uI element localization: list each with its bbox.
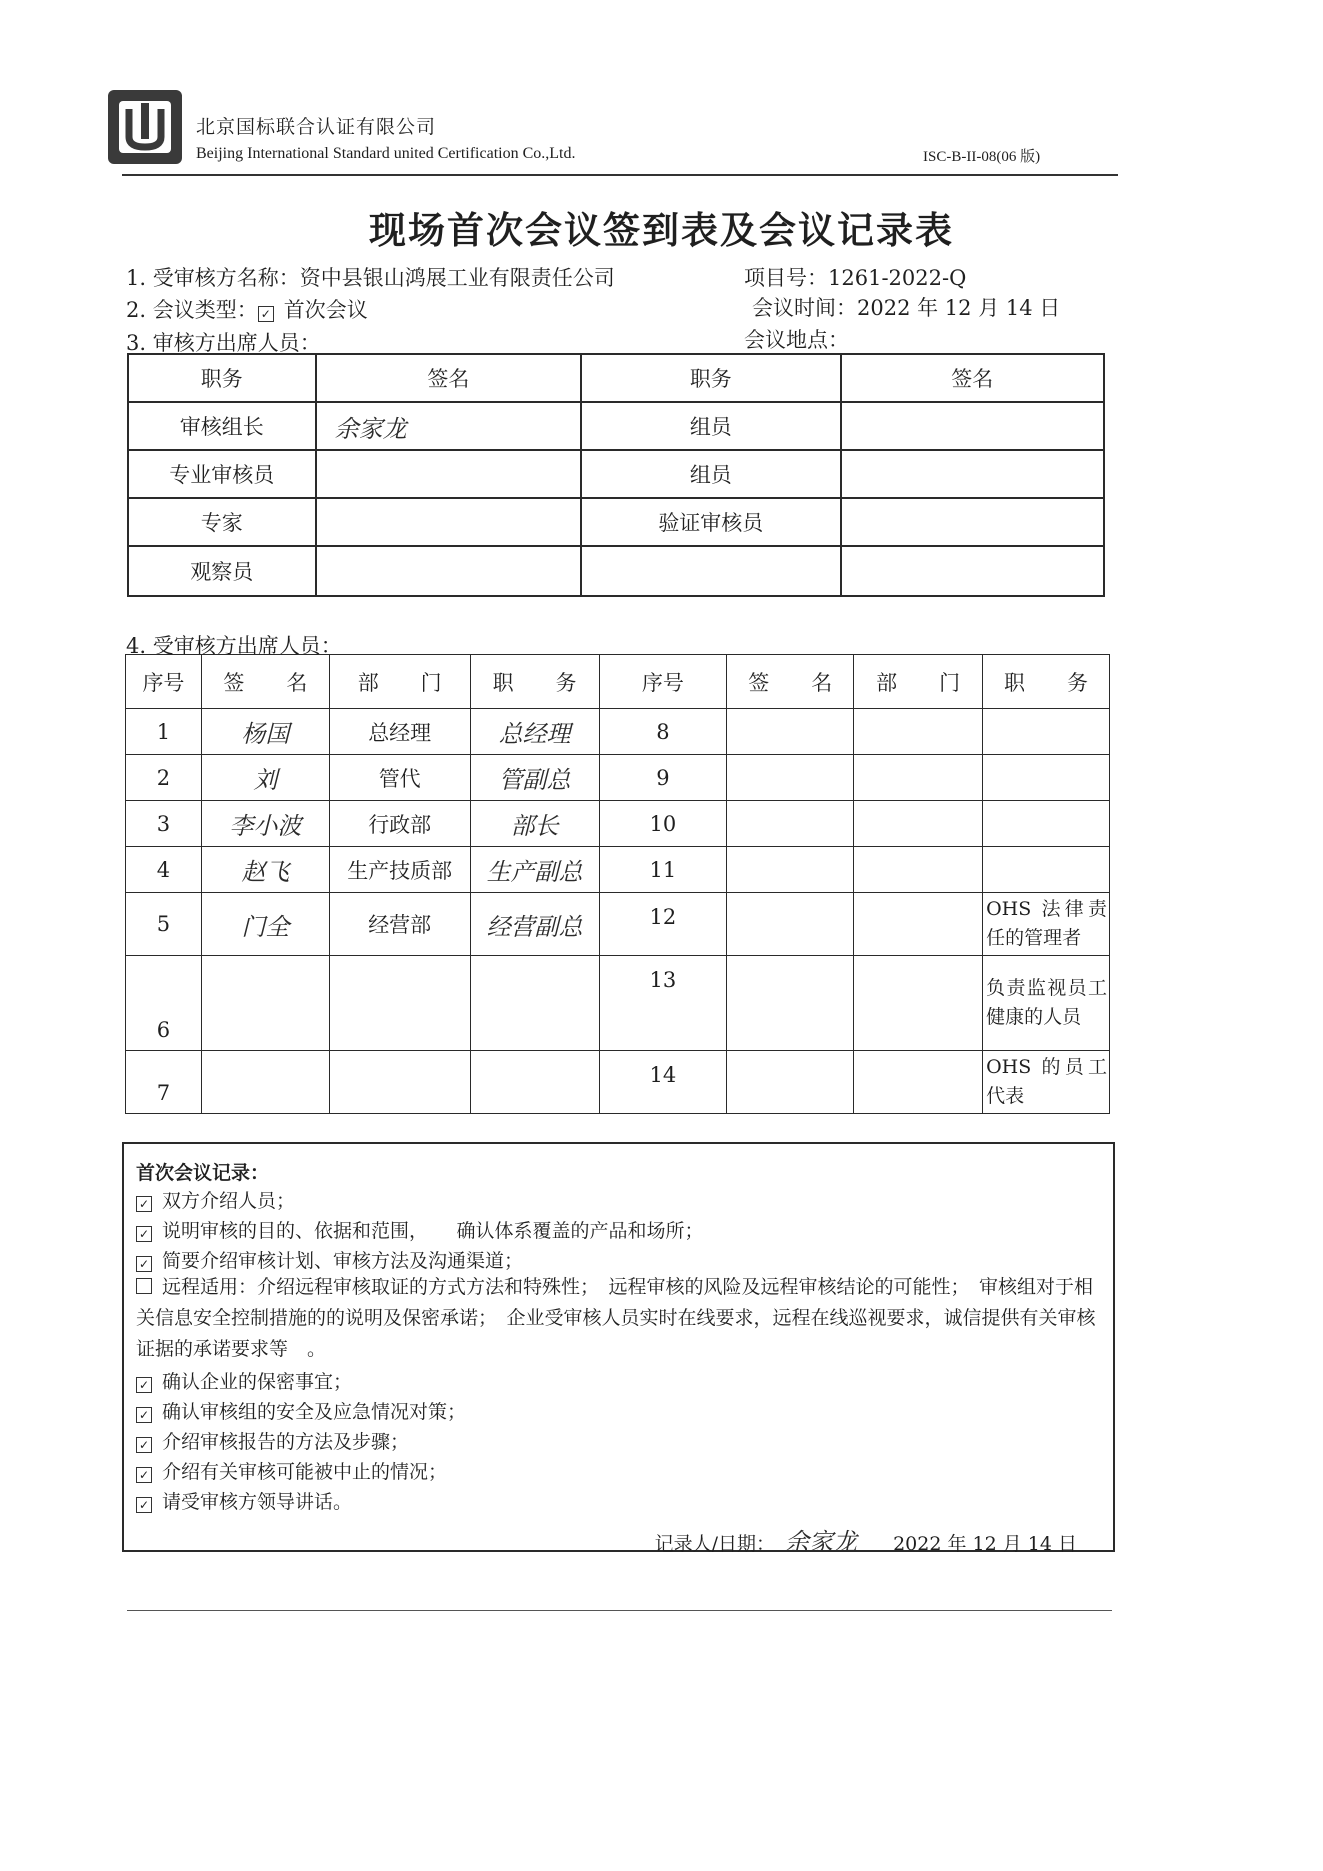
signature-cell: 余家龙 (316, 402, 581, 450)
department-cell: 管代 (329, 755, 470, 801)
record-item-text: 确认企业的保密事宜； (162, 1371, 353, 1393)
header-cell: 序号 (126, 655, 202, 709)
signature-cell (841, 450, 1104, 498)
header-cell: 签名 (316, 354, 581, 402)
checkbox-checked-icon: ✓ (258, 306, 274, 322)
seq-cell: 14 (599, 1051, 727, 1114)
checkbox-checked-icon: ✓ (136, 1196, 152, 1212)
signature-cell (727, 1051, 854, 1114)
seq-cell: 8 (599, 709, 727, 755)
record-item (136, 1186, 295, 1216)
auditor-attendance-table (127, 353, 1105, 597)
checkbox-checked-icon: ✓ (136, 1377, 152, 1393)
position-cell (983, 755, 1110, 801)
company-name-en: Beijing International Standard united Certification Co.,Ltd. (196, 145, 576, 162)
table-row (128, 546, 1104, 596)
seq-cell: 3 (126, 801, 202, 847)
record-item (136, 1457, 447, 1487)
department-cell (854, 755, 983, 801)
role-cell: 专业审核员 (128, 450, 316, 498)
department-cell (854, 1051, 983, 1114)
position-cell: OHS 法律责任的管理者 (983, 893, 1110, 956)
meeting-type-line (126, 294, 368, 324)
record-item (136, 1427, 409, 1457)
signature-cell: 李小波 (201, 801, 329, 847)
table-row (128, 402, 1104, 450)
role-cell: 组员 (581, 450, 840, 498)
record-date: 2022 年 12 月 14 日 (893, 1533, 1077, 1555)
role-cell: 组员 (581, 402, 840, 450)
table-row (128, 498, 1104, 546)
position-cell: 总经理 (470, 709, 599, 755)
table-row (126, 847, 1110, 893)
page-title: 现场首次会议签到表及会议记录表 (369, 208, 954, 252)
position-cell: 负责监视员工健康的人员 (983, 956, 1110, 1051)
seq-cell: 10 (599, 801, 727, 847)
record-item (136, 1487, 352, 1517)
remote-paragraph-text: 远程适用：介绍远程审核取证的方式方法和特殊性； 远程审核的风险及远程审核结论的可能性； 审核组对于相关信息安全控制措施的的说明及保密承诺； 企业受审核人员实时在线要求，远程在线巡视要求，诚信提供有关审核证据的承诺要求等 。 (136, 1276, 1096, 1360)
position-cell: 生产副总 (470, 847, 599, 893)
record-item-text: 说明审核的目的、依据和范围， 确认体系覆盖的产品和场所； (162, 1220, 704, 1242)
header-rule (122, 174, 1118, 176)
signature-cell (841, 498, 1104, 546)
signature-cell (201, 1051, 329, 1114)
checkbox-checked-icon: ✓ (136, 1437, 152, 1453)
seq-cell: 12 (599, 893, 727, 956)
position-cell (470, 956, 599, 1051)
header-cell: 职务 (128, 354, 316, 402)
meeting-type-label: 2. 会议类型： (126, 298, 258, 322)
signature-cell (727, 956, 854, 1051)
seq-cell: 9 (599, 755, 727, 801)
auditor-attendees-label: 3. 审核方出席人员： (126, 331, 321, 355)
recorder-signature: 余家龙 (785, 1528, 858, 1556)
checkbox-checked-icon: ✓ (136, 1226, 152, 1242)
auditee-attendance-table (125, 654, 1110, 1114)
seq-cell: 11 (599, 847, 727, 893)
seq-cell: 7 (126, 1051, 202, 1114)
department-cell: 行政部 (329, 801, 470, 847)
company-logo (107, 89, 183, 165)
signature-cell (201, 956, 329, 1051)
header-cell: 职务 (581, 354, 840, 402)
table-row (126, 1051, 1110, 1114)
table-row (128, 450, 1104, 498)
checkbox-checked-icon: ✓ (136, 1407, 152, 1423)
checkbox-checked-icon: ✓ (136, 1256, 152, 1272)
bottom-rule (127, 1610, 1112, 1611)
header-cell: 签 名 (201, 655, 329, 709)
position-cell: 经营副总 (470, 893, 599, 956)
checkbox-checked-icon: ✓ (136, 1467, 152, 1483)
meeting-location: 会议地点： (744, 328, 849, 352)
role-cell: 审核组长 (128, 402, 316, 450)
department-cell: 生产技质部 (329, 847, 470, 893)
table-header-row (128, 354, 1104, 402)
table-row (126, 956, 1110, 1051)
signature-cell (727, 755, 854, 801)
seq-cell: 2 (126, 755, 202, 801)
meeting-type-value: 首次会议 (283, 298, 368, 322)
department-cell (329, 956, 470, 1051)
signature-cell (841, 546, 1104, 596)
recorder-label: 记录人/日期： (654, 1533, 775, 1555)
department-cell: 总经理 (329, 709, 470, 755)
department-cell (854, 956, 983, 1051)
table-row (126, 801, 1110, 847)
record-item-text: 确认审核组的安全及应急情况对策； (162, 1401, 467, 1423)
record-title: 首次会议记录： (136, 1162, 270, 1184)
header-cell: 签 名 (727, 655, 854, 709)
checkbox-empty-icon (136, 1278, 152, 1294)
position-cell: OHS 的员工代表 (983, 1051, 1110, 1114)
signature-cell (727, 847, 854, 893)
department-cell (854, 847, 983, 893)
position-cell (983, 801, 1110, 847)
department-cell (329, 1051, 470, 1114)
form-number: ISC-B-II-08(06 版) (923, 149, 1041, 165)
signature-cell: 杨国 (201, 709, 329, 755)
department-cell (854, 709, 983, 755)
signature-cell (841, 402, 1104, 450)
table-row (126, 755, 1110, 801)
role-cell: 观察员 (128, 546, 316, 596)
record-footer (655, 1522, 1077, 1557)
role-cell: 验证审核员 (581, 498, 840, 546)
seq-cell: 5 (126, 893, 202, 956)
position-cell (470, 1051, 599, 1114)
auditee-attendees-label: 4. 受审核方出席人员： (126, 634, 342, 658)
department-cell: 经营部 (329, 893, 470, 956)
record-item-text: 请受审核方领导讲话。 (162, 1491, 353, 1513)
signature-cell (727, 709, 854, 755)
header-cell: 职 务 (983, 655, 1110, 709)
auditee-name-line: 1. 受审核方名称：资中县银山鸿展工业有限责任公司 (126, 266, 615, 290)
signature-cell (316, 498, 581, 546)
seq-cell: 13 (599, 956, 727, 1051)
signature-cell (316, 546, 581, 596)
department-cell (854, 801, 983, 847)
record-item-text: 双方介绍人员； (162, 1190, 296, 1212)
record-item (136, 1216, 704, 1246)
signature-cell (727, 893, 854, 956)
role-cell: 专家 (128, 498, 316, 546)
position-cell (983, 709, 1110, 755)
signature-cell: 门全 (201, 893, 329, 956)
position-cell: 管副总 (470, 755, 599, 801)
seq-cell: 1 (126, 709, 202, 755)
meeting-time: 会议时间：2022 年 12 月 14 日 (752, 296, 1061, 320)
header-cell: 部 门 (329, 655, 470, 709)
signature-cell (727, 801, 854, 847)
table-row (126, 893, 1110, 956)
company-name-cn: 北京国标联合认证有限公司 (196, 116, 437, 138)
header-cell: 部 门 (854, 655, 983, 709)
record-item-text: 简要介绍审核计划、审核方法及沟通渠道； (162, 1250, 524, 1272)
record-remote-paragraph (136, 1272, 1106, 1365)
header-cell: 签名 (841, 354, 1104, 402)
meeting-record-box (122, 1142, 1115, 1556)
position-cell: 部长 (470, 801, 599, 847)
table-row (126, 709, 1110, 755)
record-item (136, 1397, 466, 1427)
header-cell: 序号 (599, 655, 727, 709)
header-cell: 职 务 (470, 655, 599, 709)
record-item (136, 1367, 352, 1397)
signature-cell (316, 450, 581, 498)
position-cell (983, 847, 1110, 893)
role-cell (581, 546, 840, 596)
checkbox-checked-icon: ✓ (136, 1497, 152, 1513)
seq-cell: 4 (126, 847, 202, 893)
table-header-row (126, 655, 1110, 709)
project-number: 项目号：1261-2022-Q (744, 266, 967, 290)
seq-cell: 6 (126, 956, 202, 1051)
department-cell (854, 893, 983, 956)
record-item-text: 介绍审核报告的方法及步骤； (162, 1431, 410, 1453)
record-item-text: 介绍有关审核可能被中止的情况； (162, 1461, 448, 1483)
signature-cell: 赵飞 (201, 847, 329, 893)
signature-cell: 刘 (201, 755, 329, 801)
